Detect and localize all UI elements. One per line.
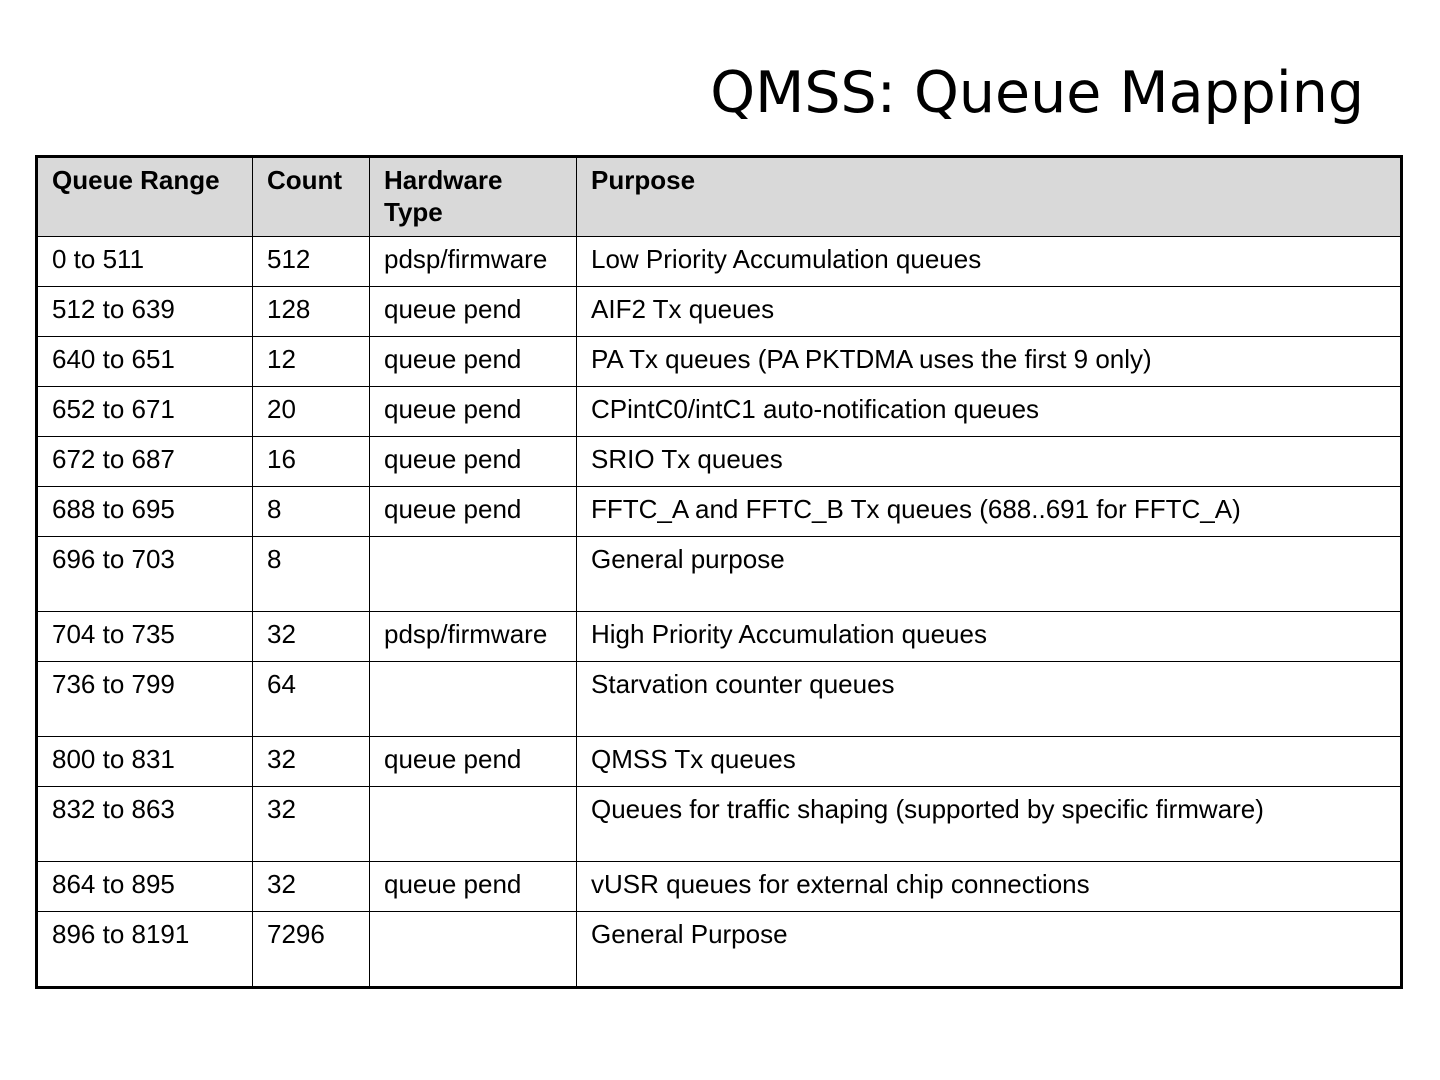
table-row [37, 537, 1402, 612]
queue-mapping-table-container [35, 155, 1403, 989]
cell-queue-range: 640 to 651 [37, 337, 253, 387]
cell-purpose: FFTC_A and FFTC_B Tx queues (688..691 for FFTC_A) [577, 487, 1402, 537]
table-row [37, 662, 1402, 737]
cell-purpose: PA Tx queues (PA PKTDMA uses the first 9 only) [577, 337, 1402, 387]
cell-queue-range: 896 to 8191 [37, 912, 253, 988]
cell-queue-range: 672 to 687 [37, 437, 253, 487]
cell-purpose: SRIO Tx queues [577, 437, 1402, 487]
table-row [37, 237, 1402, 287]
table-row [37, 337, 1402, 387]
table-header-row [37, 157, 1402, 237]
cell-count: 20 [253, 387, 370, 437]
cell-purpose: General purpose [577, 537, 1402, 612]
cell-purpose: General Purpose [577, 912, 1402, 988]
table-row [37, 487, 1402, 537]
header-purpose: Purpose [577, 157, 1402, 237]
cell-hardware-type: queue pend [370, 437, 577, 487]
cell-hardware-type: queue pend [370, 737, 577, 787]
table-row [37, 287, 1402, 337]
cell-hardware-type: queue pend [370, 337, 577, 387]
cell-queue-range: 652 to 671 [37, 387, 253, 437]
header-queue-range: Queue Range [37, 157, 253, 237]
cell-count: 32 [253, 737, 370, 787]
cell-count: 16 [253, 437, 370, 487]
cell-count: 7296 [253, 912, 370, 988]
cell-queue-range: 688 to 695 [37, 487, 253, 537]
cell-purpose: Low Priority Accumulation queues [577, 237, 1402, 287]
cell-queue-range: 704 to 735 [37, 612, 253, 662]
cell-hardware-type [370, 662, 577, 737]
cell-purpose: Starvation counter queues [577, 662, 1402, 737]
cell-queue-range: 736 to 799 [37, 662, 253, 737]
cell-count: 32 [253, 862, 370, 912]
table-row [37, 912, 1402, 988]
cell-queue-range: 512 to 639 [37, 287, 253, 337]
cell-hardware-type [370, 912, 577, 988]
cell-hardware-type: pdsp/firmware [370, 237, 577, 287]
cell-count: 32 [253, 612, 370, 662]
header-count: Count [253, 157, 370, 237]
cell-queue-range: 800 to 831 [37, 737, 253, 787]
page-title: QMSS: Queue Mapping [710, 60, 1364, 126]
cell-purpose: vUSR queues for external chip connections [577, 862, 1402, 912]
cell-queue-range: 832 to 863 [37, 787, 253, 862]
cell-purpose: AIF2 Tx queues [577, 287, 1402, 337]
cell-hardware-type: pdsp/firmware [370, 612, 577, 662]
cell-hardware-type: queue pend [370, 862, 577, 912]
queue-mapping-table [35, 155, 1403, 989]
cell-count: 8 [253, 537, 370, 612]
table-row [37, 737, 1402, 787]
cell-hardware-type: queue pend [370, 387, 577, 437]
table-row [37, 612, 1402, 662]
cell-count: 512 [253, 237, 370, 287]
cell-hardware-type: queue pend [370, 287, 577, 337]
table-row [37, 862, 1402, 912]
cell-hardware-type: queue pend [370, 487, 577, 537]
cell-purpose: QMSS Tx queues [577, 737, 1402, 787]
cell-hardware-type [370, 787, 577, 862]
table-row [37, 437, 1402, 487]
cell-count: 12 [253, 337, 370, 387]
table-row [37, 387, 1402, 437]
cell-count: 8 [253, 487, 370, 537]
cell-count: 64 [253, 662, 370, 737]
cell-count: 128 [253, 287, 370, 337]
cell-queue-range: 696 to 703 [37, 537, 253, 612]
cell-hardware-type [370, 537, 577, 612]
cell-queue-range: 0 to 511 [37, 237, 253, 287]
header-hardware-type: Hardware Type [370, 157, 577, 237]
cell-queue-range: 864 to 895 [37, 862, 253, 912]
cell-count: 32 [253, 787, 370, 862]
cell-purpose: Queues for traffic shaping (supported by specific firmware) [577, 787, 1402, 862]
cell-purpose: CPintC0/intC1 auto-notification queues [577, 387, 1402, 437]
table-row [37, 787, 1402, 862]
cell-purpose: High Priority Accumulation queues [577, 612, 1402, 662]
